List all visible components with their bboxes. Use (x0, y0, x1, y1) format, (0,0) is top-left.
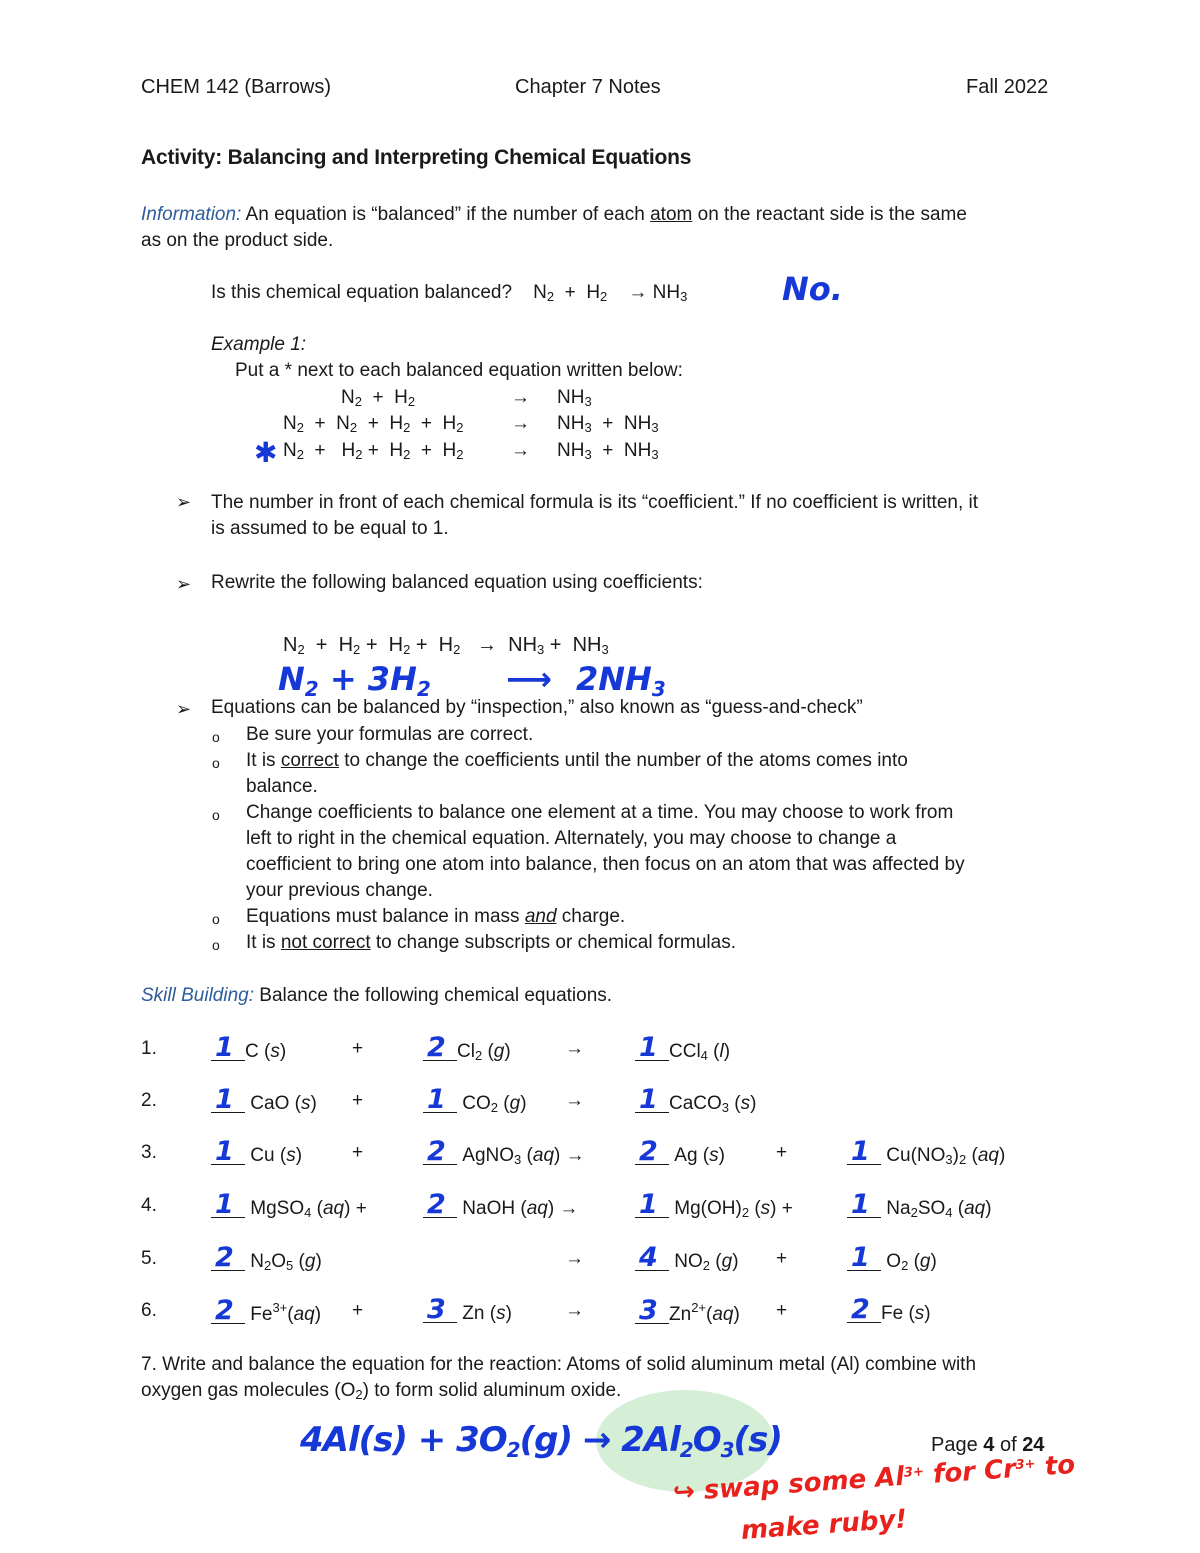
problem-5-term-4[interactable]: 1 $O_2$ (g) (847, 1248, 937, 1273)
problem-6-term-4[interactable]: 2 Fe (s) (847, 1300, 931, 1325)
handwritten-note: ↪ swap some $Al^{3+}$ for $Cr^{3+}$ to (672, 1449, 1077, 1508)
problem-5-term-1[interactable]: 2 $N_2O_5$ (g) (211, 1248, 322, 1273)
information-line2: as on the product side. (141, 230, 334, 251)
handwritten-answer-7: 4Al(s) + 3O2(g) → 2Al2O3(s) (300, 1420, 782, 1462)
question-7-line1: 7. Write and balance the equation for the reaction: Atoms of solid aluminum metal (Al) combine with (141, 1354, 977, 1375)
example-eq-1-arrow: → (511, 387, 530, 408)
question-7-line2: oxygen gas molecules (O (141, 1380, 356, 1401)
example-label: Example 1: (211, 334, 307, 355)
question-7: 7. Write and balance the equation for the reaction: Atoms of solid aluminum metal (Al) combine with oxygen gas molecules $(O_2)$ to form solid aluminum oxide. (141, 1354, 977, 1402)
skill-building (141, 985, 612, 1007)
problem-2-term-2[interactable]: 1 $CO_2$ (g) (423, 1090, 527, 1115)
arrow: → (565, 1038, 584, 1059)
problem-number: 3. (141, 1142, 157, 1163)
problem-number: 5. (141, 1248, 157, 1269)
handwritten-rewrite-product: 2NH3 (576, 660, 666, 701)
header-chapter: Chapter 7 Notes (515, 76, 661, 98)
example-eq-1: $N_2 + H_2$ (341, 387, 416, 409)
problem-3-term-2[interactable]: 2 AgNO$_3$ (aq) → (423, 1142, 585, 1167)
problem-6-term-3[interactable]: 3 $Zn^{2+}(aq)$ (635, 1300, 740, 1326)
information-text: An equation is “balanced” if the number of each (241, 204, 651, 225)
example-eq-3-product: $NH_3 + NH_3$ (557, 440, 659, 462)
rewrite-equation: $N_2 + H_2 + H_2 + H_2 \to NH_3 + NH_3$ (283, 634, 609, 657)
information-paragraph (141, 202, 967, 254)
information-atom: atom (650, 204, 693, 225)
arrow: → (565, 1090, 584, 1111)
page-title: Activity: Balancing and Interpreting Chemical Equations (141, 146, 692, 169)
problem-5-term-3[interactable]: 4 $NO_2$ (g) (635, 1248, 739, 1273)
problem-1-term-2[interactable]: 2 $Cl_2$ (g) (423, 1038, 511, 1063)
example-eq-2-product: $NH_3 + NH_3$ (557, 413, 659, 435)
question-7-line2-end: ) to form solid aluminum oxide. (362, 1380, 622, 1401)
bullet-rewrite: Rewrite the following balanced equation using coefficients: (211, 572, 703, 593)
example-eq-2-arrow: → (511, 413, 530, 434)
example-eq-2: $N_2 + N_2 + H_2 + H_2$ (283, 413, 464, 435)
plus: + (352, 1090, 364, 1111)
example-eq-1-product: $NH_3$ (557, 387, 592, 409)
handwritten-star-icon: ✱ (254, 436, 278, 469)
problem-6-term-2[interactable]: 3 Zn (s) (423, 1300, 512, 1325)
header-course: CHEM 142 (Barrows) (141, 76, 332, 98)
question-prompt: Is this chemical equation balanced? (211, 282, 513, 303)
sub-bullet-2: o It is correct to change the coefficients until the number of the atoms comes into balance. (212, 750, 908, 797)
information-label: Information: (141, 204, 242, 225)
plus: + (352, 1038, 364, 1059)
sub-bullet-5: o It is not correct to change subscripts or chemical formulas. (212, 932, 736, 953)
bullet-inspection: Equations can be balanced by “inspection,” also known as “guess-and-check” (211, 697, 863, 718)
arrow: → (565, 1248, 584, 1269)
handwritten-note-line2: make ruby! (740, 1504, 909, 1546)
problem-number: 1. (141, 1038, 157, 1059)
header-term: Fall 2022 (966, 76, 1049, 98)
problem-1-term-3[interactable]: 1 CCl$_4$ (l) (635, 1038, 730, 1063)
skill-text: Balance the following chemical equations. (254, 985, 613, 1006)
arrow-bullet-icon: ➢ (176, 492, 192, 512)
sub-bullet-list (212, 722, 1076, 956)
plus: + (352, 1300, 364, 1321)
handwritten-rewrite-answer: N2 + 3H2 (278, 660, 431, 701)
plus: + (776, 1300, 788, 1321)
bullet-coefficient-line2: is assumed to be equal to 1. (211, 518, 449, 539)
bullet-coefficient (211, 490, 978, 542)
arrow: → (565, 1300, 584, 1321)
problem-2-term-1[interactable]: 1 CaO (s) (211, 1090, 317, 1115)
sub-bullet-3: o Change coefficients to balance one element at a time. You may choose to work from left to right in the chemical equation. Alternately, you may choose to change a coefficient to bring one atom into balance, then focus on an atom that was affected by your previous change. (212, 802, 965, 901)
problem-4-term-2[interactable]: 2 NaOH (aq) → (423, 1195, 578, 1220)
sub-bullet-4: o Equations must balance in mass and charge. (212, 906, 626, 927)
information-text-2: on the reactant side is the same (692, 204, 967, 225)
arrow-bullet-icon: ➢ (176, 699, 192, 719)
balance-question: Is this chemical equation balanced? $N_2 + H_2$ → $NH_3$ (211, 282, 688, 304)
page-number: Page 4 of 24 (931, 1434, 1045, 1456)
problem-3-term-3[interactable]: 2 Ag (s) (635, 1142, 725, 1167)
example-instruction: Put a * next to each balanced equation written below: (235, 360, 683, 381)
problem-3-term-4[interactable]: 1 $Cu(NO_3)_2$ (aq) (847, 1142, 1005, 1167)
skill-label: Skill Building: (141, 985, 254, 1006)
problem-2-term-3[interactable]: 1 CaCO$_3$ (s) (635, 1090, 756, 1115)
problem-4-term-1[interactable]: 1 MgSO$_4$ (aq) + (211, 1195, 367, 1220)
handwritten-answer-no: No. (782, 270, 843, 308)
arrow-bullet-icon: ➢ (176, 574, 192, 594)
problem-4-term-4[interactable]: 1 $Na_2SO_4$ (aq) (847, 1195, 992, 1220)
example-eq-3: $N_2 + H_2 + H_2 + H_2$ (283, 440, 464, 462)
problem-4-term-3[interactable]: 1 $Mg(OH)_2$ (s) + (635, 1195, 793, 1220)
problem-number: 4. (141, 1195, 157, 1216)
problem-3-term-1[interactable]: 1 Cu (s) (211, 1142, 302, 1167)
problem-number: 6. (141, 1300, 157, 1321)
handwritten-arrow-icon: ⟶ (506, 660, 552, 698)
bullet-coefficient-line1: The number in front of each chemical formula is its “coefficient.” If no coefficient is written, it (211, 492, 979, 513)
example-eq-3-arrow: → (511, 440, 530, 461)
problem-1-term-1[interactable]: 1 C (s) (211, 1038, 286, 1063)
problem-6-term-1[interactable]: 2 $Fe^{3+}(aq)$ (211, 1300, 321, 1326)
problem-number: 2. (141, 1090, 157, 1111)
plus: + (776, 1248, 788, 1269)
plus: + (352, 1142, 364, 1163)
plus: + (776, 1142, 788, 1163)
sub-bullet-1: o Be sure your formulas are correct. (212, 724, 534, 745)
